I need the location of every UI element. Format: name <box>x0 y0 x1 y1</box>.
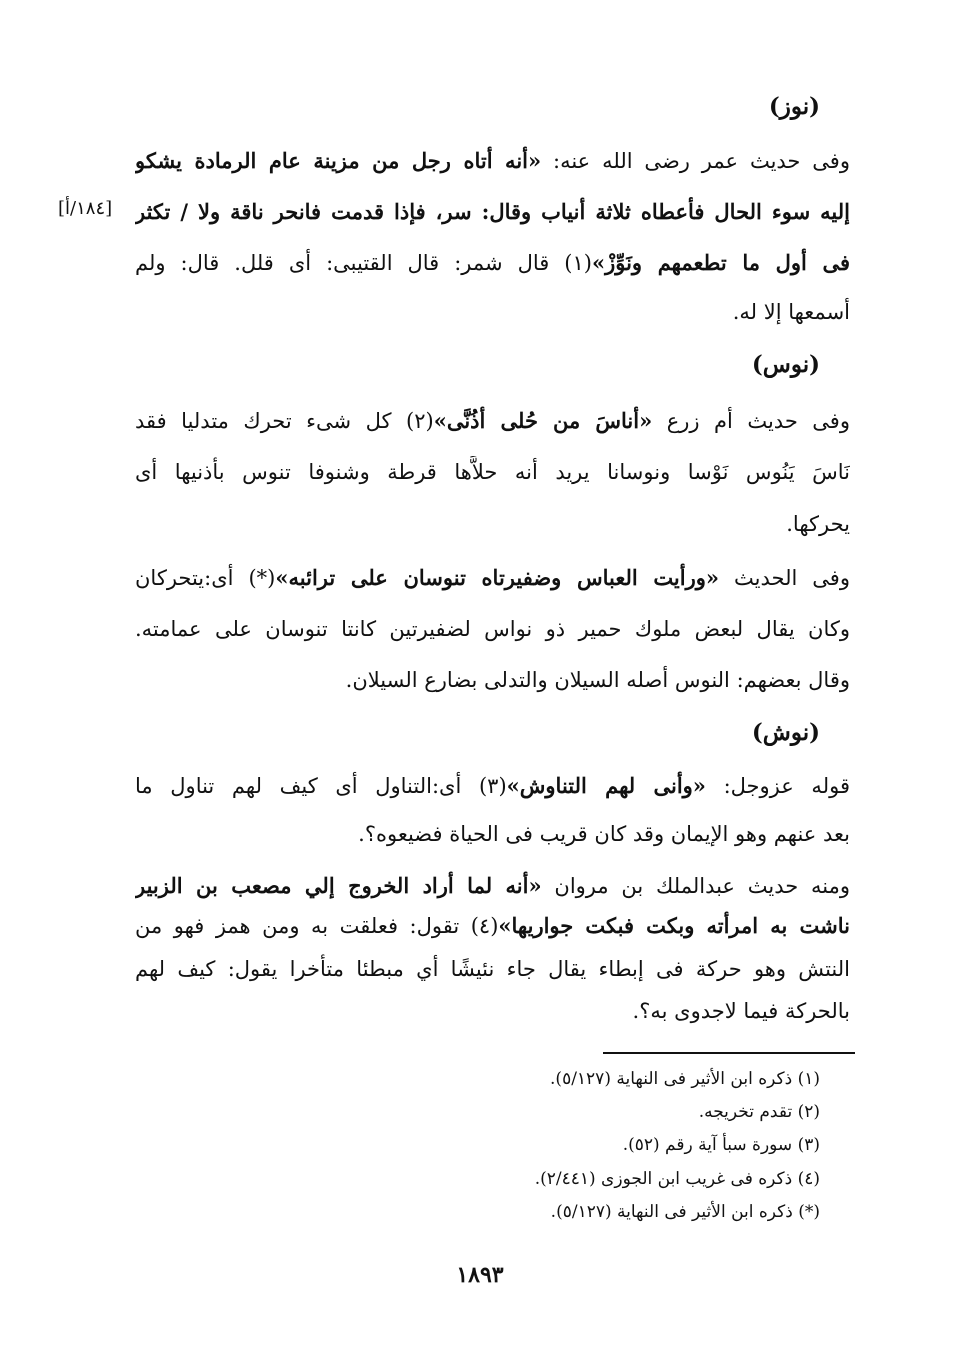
paragraph-line: وكان يقال لبعض ملوك حمير ذو نواس لضفيرتين كانتا تنوسان على عمامته. <box>135 617 850 641</box>
paragraph-line: وفى الحديث «ورأيت العباس وضفيرتاه تنوسان على ترائبه»(*) أى:يتحركان <box>135 565 850 590</box>
footnote: (٢) تقدم تخريجه. <box>698 1102 820 1122</box>
paragraph-line: أسمعها إلا له. <box>732 300 850 324</box>
manuscript-folio-marker: [١٨٤/أ] <box>58 198 113 219</box>
footnote-separator <box>603 1052 855 1054</box>
paragraph-line: النتش وهو حركة فى إبطاء يقال جاء نئيشًا أي مبطئا متأخرا يقول: كيف لهم <box>135 957 850 981</box>
footnote: (١) ذكره ابن الأثير فى النهاية (٥/١٢٧). <box>550 1069 820 1089</box>
paragraph-line: بعد عنهم وهو الإيمان وقد كان قريب فى الحياة فضيعوه؟. <box>358 822 850 846</box>
paragraph-line: قوله عزوجل: «وأنى لهم التناوش»(٣) أى:التناول أى كيف لهم تناول ما <box>135 773 850 798</box>
paragraph-line: وفى حديث أم زرع «أناسَ من حُلى أذُنَّى»(٢) كل شىء تحرك متدليا فقد <box>135 408 850 433</box>
section-heading-naws: (نوس) <box>751 351 820 378</box>
paragraph-line: وفى حديث عمر رضى الله عنه: «أنه أتاه رجل من مزينة عام الرمادة يشكو <box>135 148 850 173</box>
section-heading-nawsh: (نوش) <box>751 719 820 746</box>
footnote: (٣) سورة سبأ آية رقم (٥٢). <box>622 1135 820 1155</box>
paragraph-line: فى أول ما تطعمهم ونَوِّزْ»(١) قال شمر: قال القتيبى: أى قلل. قال: ولم <box>135 250 850 275</box>
paragraph-line: ناشت به امرأته وبكت فبكت جواريها»(٤) تقول: فعلقت به ومن همز فهو من <box>135 913 850 938</box>
page-number: ١٨٩٣ <box>456 1262 504 1288</box>
paragraph-line: ومنه حديث عبدالملك بن مروان «أنه لما أراد الخروج إلي مصعب بن الزبير <box>135 873 850 898</box>
paragraph-line: يحركها. <box>786 512 850 536</box>
paragraph-line: نَاسَ يَنُوس نَوْسا ونوسانا يريد أنه حلاَّها قرطة وشنوفا تنوس بأذنيها أى <box>135 460 850 484</box>
paragraph-line: بالحركة فيما لاجدوى به؟. <box>632 999 850 1023</box>
footnote: (٤) ذكره فى غريب ابن الجوزى (٢/٤٤١). <box>534 1169 820 1189</box>
section-heading-nawz: (نوز) <box>768 93 820 120</box>
footnote: (*) ذكره ابن الأثير فى النهاية (٥/١٢٧). <box>550 1202 820 1222</box>
paragraph-line: إليه سوء الحال فأعطاه ثلاثة أنياب وقال: سر، فإذا قدمت فانحر ناقة ولا / تكثر <box>135 199 850 224</box>
paragraph-line: وقال بعضهم: النوس أصله السيلان والتدلى بضارع السيلان. <box>345 668 850 692</box>
